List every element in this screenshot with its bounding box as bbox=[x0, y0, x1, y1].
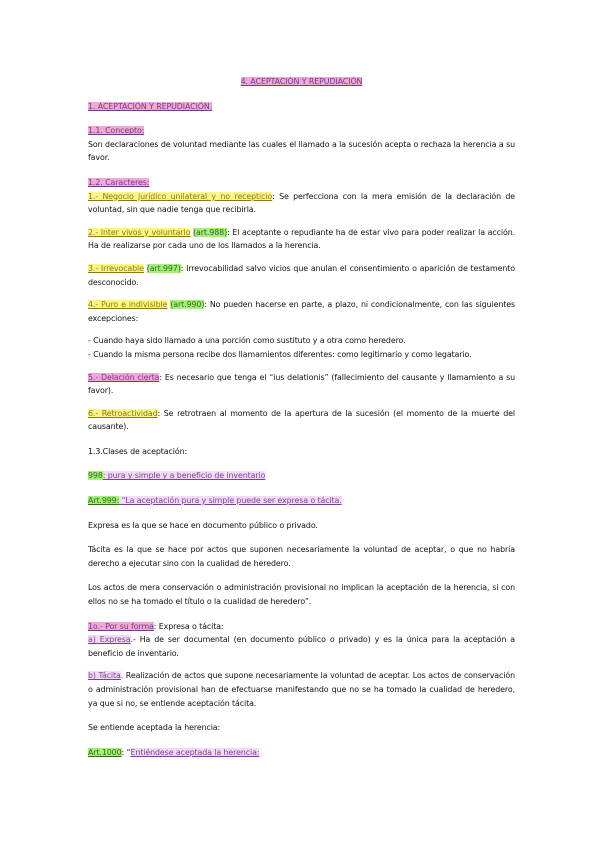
exception-1: - Cuando haya sido llamado a una porción como sustituto y a otra como heredero. bbox=[88, 336, 406, 346]
title-highlight: 4. ACEPTACIÓN Y REPUDIACIÓN bbox=[240, 77, 363, 86]
page-title bbox=[88, 75, 515, 89]
concepto-text: Son declaraciones de voluntad mediante las cuales el llamado a la sucesión acepta o rechaza la herencia a su favor. bbox=[88, 139, 515, 163]
caracter-item-4: 4.- Puro e indivisible (art.990): No pueden hacerse en parte, a plazo, ni condicionalmente, con las siguientes excepciones: bbox=[88, 300, 515, 323]
conservacion-paragraph: Los actos de mera conservación o administración provisional no implican la aceptación de la herencia, si con ellos no se ha tomado el título o la cualidad de heredero”. bbox=[88, 583, 515, 607]
expresa-paragraph: Expresa es la que se hace en documento público o privado. bbox=[88, 520, 318, 530]
caracter-item-6: 6.- Retroactividad: Se retrotraen al momento de la apertura de la sucesión (el momento de la muerte del causante). bbox=[88, 408, 515, 432]
art-1000-line: Art.1000: “Entiéndese aceptada la herencia: bbox=[88, 747, 260, 757]
art-999-line: Art.999: “La aceptación pura y simple puede ser expresa o tácita. bbox=[88, 496, 342, 506]
forma-b: b) Tácita. Realización de actos que supone necesariamente la voluntad de aceptar. Los actos de conservación o administración provisional han de efectuarse manifestando que no se ha tomado la cualidad de heredero, ya que si no, se entiende aceptación tácita. bbox=[88, 671, 515, 708]
tacita-paragraph: Tácita es la que se hace por actos que suponen necesariamente la voluntad de aceptar, o que no habría derecho a ejecutar sino con la cualidad de heredero. bbox=[88, 545, 515, 568]
aceptada-line: Se entiende aceptada la herencia: bbox=[88, 723, 221, 733]
caracter-item-5: 5.- Delación cierta: Es necesario que tenga el “ius delationis” (fallecimiento del causante y llamamiento a su favor). bbox=[88, 372, 516, 396]
concepto-heading: 1.1. Concepto: bbox=[88, 126, 145, 136]
caracter-item-2: 2.- Inter vivos y voluntario (art.988): El aceptante o repudiante ha de estar vivo para poder realizar la acción. Ha de realizarse por cada uno de los llamados a la herencia. bbox=[88, 227, 516, 251]
forma-a: a) Expresa.- Ha de ser documental (en documento público o privado) y es la única para la aceptación a beneficio de inventario. bbox=[88, 635, 515, 658]
art-998-line: 998: pura y simple y a beneficio de inventario bbox=[88, 471, 266, 481]
caracteres-heading: 1.2. Caracteres: bbox=[88, 177, 150, 187]
document-body bbox=[88, 75, 515, 759]
exception-2: - Cuando la misma persona recibe dos llamamientos diferentes: como legitimario y como legatario. bbox=[88, 349, 472, 359]
section-heading: 1. ACEPTACIÓN Y REPUDIACIÓN. bbox=[88, 101, 213, 111]
forma-heading: 1o.- Por su forma: Expresa o tácita: bbox=[88, 621, 224, 631]
caracter-item-1: 1.- Negocio jurídico unilateral y no recepticio: Se perfecciona con la mera emisión de la declaración de voluntad, sin que nadie tenga que recibirla. bbox=[88, 191, 515, 215]
caracter-item-3: 3.- Irrevocable (art.997): Irrevocabilidad salvo vicios que anulan el consentimiento o aparición de testamento desconocido. bbox=[88, 263, 515, 287]
clases-heading: 1.3.Clases de aceptación: bbox=[88, 446, 188, 456]
